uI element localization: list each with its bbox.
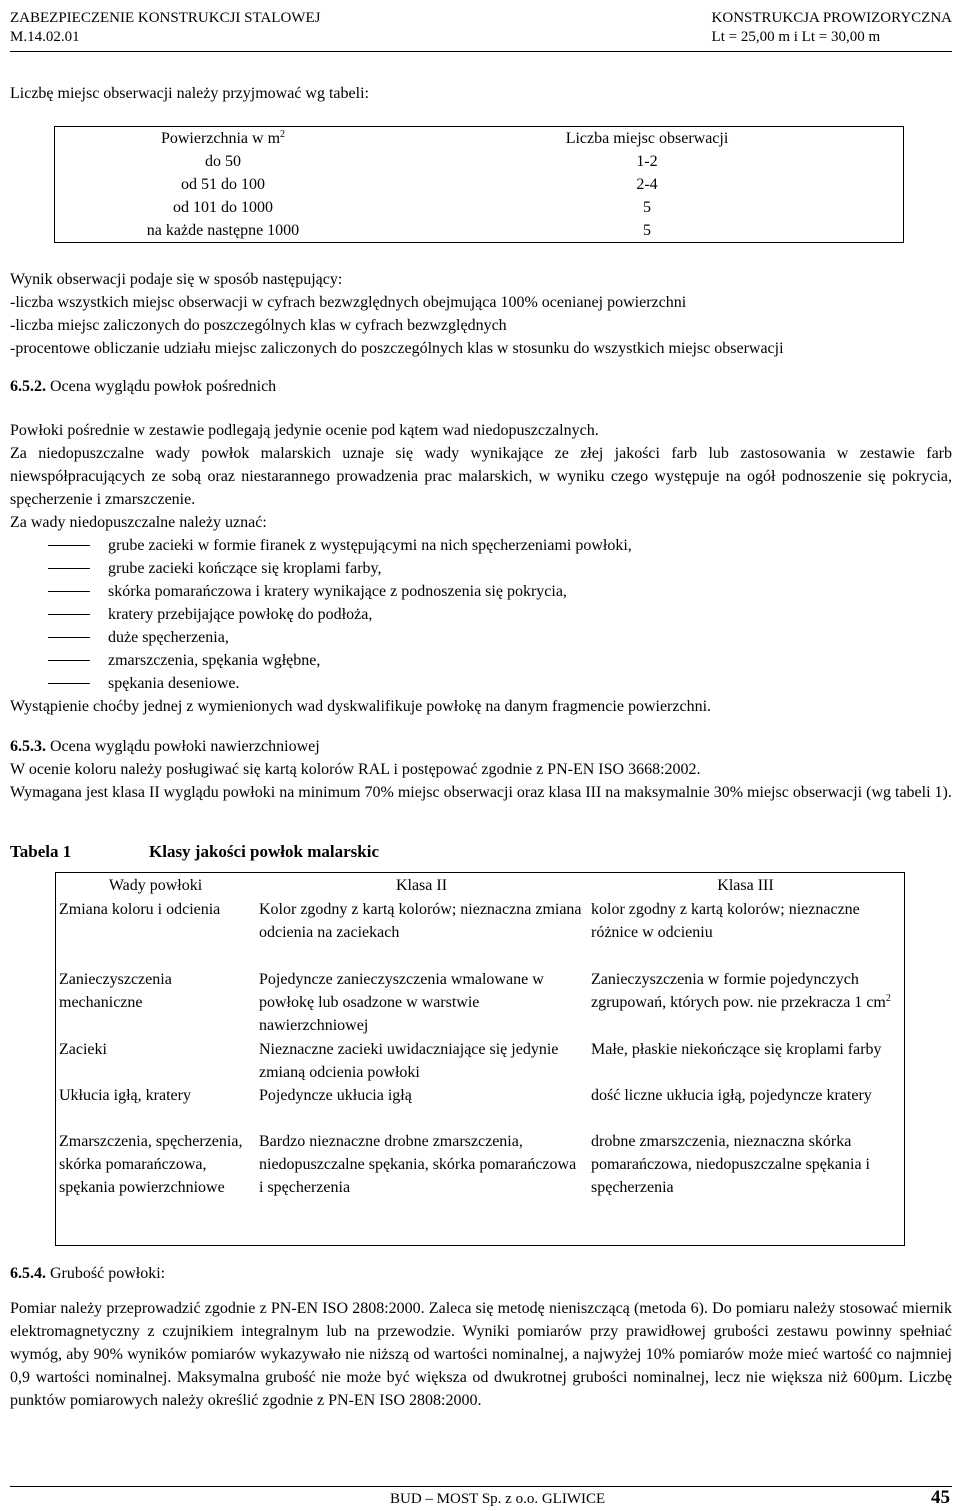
table-cell-count: 2-4 — [391, 173, 904, 196]
list-item: skórka pomarańczowa i kratery wynikające z podnoszenia się pokrycia, — [10, 580, 952, 603]
table-cell-count: 1-2 — [391, 150, 904, 173]
table-row — [56, 1038, 905, 1084]
header-defects: Wady powłoki — [56, 873, 257, 899]
table-cell-area: od 51 do 100 — [55, 173, 392, 196]
cell-class-3: Małe, płaskie niekończące się kroplami farby — [588, 1038, 905, 1084]
list-item: grube zacieki w formie firanek z występującymi na nich spęcherzeniami powłoki, — [10, 534, 952, 557]
section-title: Ocena wyglądu powłoki nawierzchniowej — [50, 738, 320, 755]
page-number: 45 — [931, 1487, 950, 1508]
section-654-paragraph: Pomiar należy przeprowadzić zgodnie z PN-EN ISO 2808:2000. Zaleca się metodę nieniszczącą (metoda 6). Do pomiaru należy stosować miernik elektromagnetyczny z czujnikiem integralnym lub na przewodzie. Wyniki pomiarów przy prawidłowej grubości zestawu powinny spełniać wymóg, aby 90% wyników pomiarów wykazywało nie niższą od wartości nominalnej, a najwyżej 10% pomiarów może mieć wartość co najmniej 0,9 wartości nominalnej. Maksymalna grubość nie może być większa od dwukrotnej grubości nominalnej, lecz nie większa niż 600µm. Liczbę punktów pomiarowych należy określić zgodnie z PN-EN ISO 2808:2000. — [10, 1300, 952, 1409]
cell-class-2: Nieznaczne zacieki uwidaczniające się jedynie zmianą odcienia powłoki — [259, 1041, 559, 1081]
observation-table — [54, 126, 904, 243]
table-row — [56, 898, 905, 968]
table-title: Klasy jakości powłok malarskic — [149, 842, 379, 861]
paragraph: Wymagana jest klasa II wyglądu powłoki na minimum 70% miejsc obserwacji oraz klasa III na maksymalnie 30% miejsc obserwacji (wg tabeli 1). — [10, 784, 952, 801]
result-line: Wynik obserwacji podaje się w sposób następujący: — [10, 271, 343, 288]
cell-class-3: dość liczne ukłucia igłą, pojedyncze kratery — [588, 1084, 905, 1130]
result-line: -liczba miejsc zaliczonych do poszczególnych klas w cyfrach bezwzględnych — [10, 317, 507, 334]
section-number: 6.5.2. — [10, 378, 46, 395]
list-item: spękania deseniowe. — [10, 672, 952, 695]
section-number: 6.5.3. — [10, 738, 46, 755]
paragraph: Za niedopuszczalne wady powłok malarskich uznaje się wady wynikające ze złej jakości farb lub zastosowania w zestawie farb niewspółpracujących ze sobą oraz niestarannego prowadzenia prac malarskich, w wyniku czego występuje na ogół podnoszenie się pokrycia, spęcherzenie i zmarszczenie. — [10, 445, 952, 508]
section-652-body — [10, 419, 952, 718]
result-description — [10, 268, 952, 360]
table-cell-count: 5 — [391, 196, 904, 219]
table-row — [55, 219, 904, 243]
table-cell-area: na każde następne 1000 — [55, 219, 392, 243]
section-title: Ocena wyglądu powłok pośrednich — [50, 378, 277, 395]
table-row — [56, 1130, 905, 1246]
cell-class-3: kolor zgodny z kartą kolorów; nieznaczne różnice w odcieniu — [588, 898, 905, 968]
observation-table-header — [55, 127, 904, 151]
table-row — [56, 968, 905, 1038]
list-item: zmarszczenia, spękania wgłębne, — [10, 649, 952, 672]
header-class-3: Klasa III — [588, 873, 905, 899]
table-row — [56, 1084, 905, 1130]
section-654-heading — [10, 1262, 952, 1285]
header-structure-length: Lt = 25,00 m i Lt = 30,00 m — [711, 29, 881, 45]
cell-class-3: drobne zmarszczenia, nieznaczna skórka pomarańczowa, niedopuszczalne spękania i spęcherzenia — [588, 1130, 905, 1246]
list-item: grube zacieki kończące się kroplami farby, — [10, 557, 952, 580]
list-item: kratery przebijające powłokę do podłoża, — [10, 603, 952, 626]
header-left — [10, 9, 320, 47]
defect-list — [10, 534, 952, 695]
cell-class-2: Pojedyncze zanieczyszczenia wmalowane w powłokę lub osadzone w warstwie nawierzchniowej — [259, 971, 544, 1034]
header-spec-code: M.14.02.01 — [10, 29, 80, 45]
cell-defect: Ukłucia igłą, kratery — [56, 1084, 257, 1130]
cell-defect: Zacieki — [56, 1038, 257, 1084]
header-right — [712, 9, 952, 47]
section-title: Grubość powłoki: — [50, 1265, 166, 1282]
section-652-heading — [10, 375, 952, 398]
header-class-2: Klasa II — [256, 873, 588, 899]
page-header — [10, 9, 952, 52]
paragraph: W ocenie koloru należy posługiwać się kartą kolorów RAL i postępować zgodnie z PN-EN ISO 3668:2002. — [10, 761, 701, 778]
page-footer — [10, 1486, 952, 1511]
header-structure-title: KONSTRUKCJA PROWIZORYCZNA — [711, 10, 952, 26]
paragraph: Powłoki pośrednie w zestawie podlegają jedynie ocenie pod kątem wad niedopuszczalnych. — [10, 422, 599, 439]
cell-class-2: Pojedyncze ukłucia igłą — [259, 1087, 412, 1104]
section-653 — [10, 735, 952, 804]
footer-company: BUD – MOST Sp. z o.o. GLIWICE — [390, 1491, 606, 1507]
quality-table-header — [56, 873, 905, 899]
cell-class-2: Bardzo nieznaczne drobne zmarszczenia, niedopuszczalne spękania, skórka pomarańczowa i spęcherzenia — [256, 1130, 588, 1246]
result-line: -liczba wszystkich miejsc obserwacji w cyfrach bezwzględnych obejmująca 100% ocenianej powierzchni — [10, 294, 687, 311]
observation-table-count-header: Liczba miejsc obserwacji — [391, 127, 904, 151]
list-item: duże spęcherzenia, — [10, 626, 952, 649]
intro-text: Liczbę miejsc obserwacji należy przyjmować wg tabeli: — [10, 85, 369, 102]
header-spec-title: ZABEZPIECZENIE KONSTRUKCJI STALOWEJ — [10, 10, 321, 26]
cell-defect: Zmarszczenia, spęcherzenia, skórka pomarańczowa, spękania powierzchniowe — [56, 1130, 257, 1246]
section-number: 6.5.4. — [10, 1265, 46, 1282]
table-label: Tabela 1 — [10, 842, 72, 861]
table-row — [55, 173, 904, 196]
table-row — [55, 196, 904, 219]
section-653-heading — [10, 735, 952, 758]
paragraph: Za wady niedopuszczalne należy uznać: — [10, 514, 267, 531]
paragraph: Wystąpienie choćby jednej z wymienionych wad dyskwalifikuje powłokę na danym fragmencie powierzchni. — [10, 698, 712, 715]
observation-table-area-header: Powierzchnia w $m^2$ — [55, 127, 392, 151]
quality-classes-table — [55, 872, 905, 1246]
cell-defect: Zmiana koloru i odcienia — [56, 898, 257, 968]
result-line: -procentowe obliczanie udziału miejsc zaliczonych do poszczególnych klas w stosunku do wszystkich miejsc obserwacji — [10, 340, 784, 357]
cell-class-3: Zanieczyszczenia w formie pojedynczych zgrupowań, których pow. nie przekracza 1 $cm^2$ — [588, 968, 905, 1038]
cell-defect: Zanieczyszczenia mechaniczne — [56, 968, 257, 1038]
table-row — [55, 150, 904, 173]
table-cell-area: do 50 — [55, 150, 392, 173]
table-cell-count: 5 — [391, 219, 904, 243]
table-caption — [10, 840, 952, 863]
table-cell-area: od 101 do 1000 — [55, 196, 392, 219]
cell-class-2: Kolor zgodny z kartą kolorów; nieznaczna zmiana odcienia na zaciekach — [259, 901, 582, 941]
